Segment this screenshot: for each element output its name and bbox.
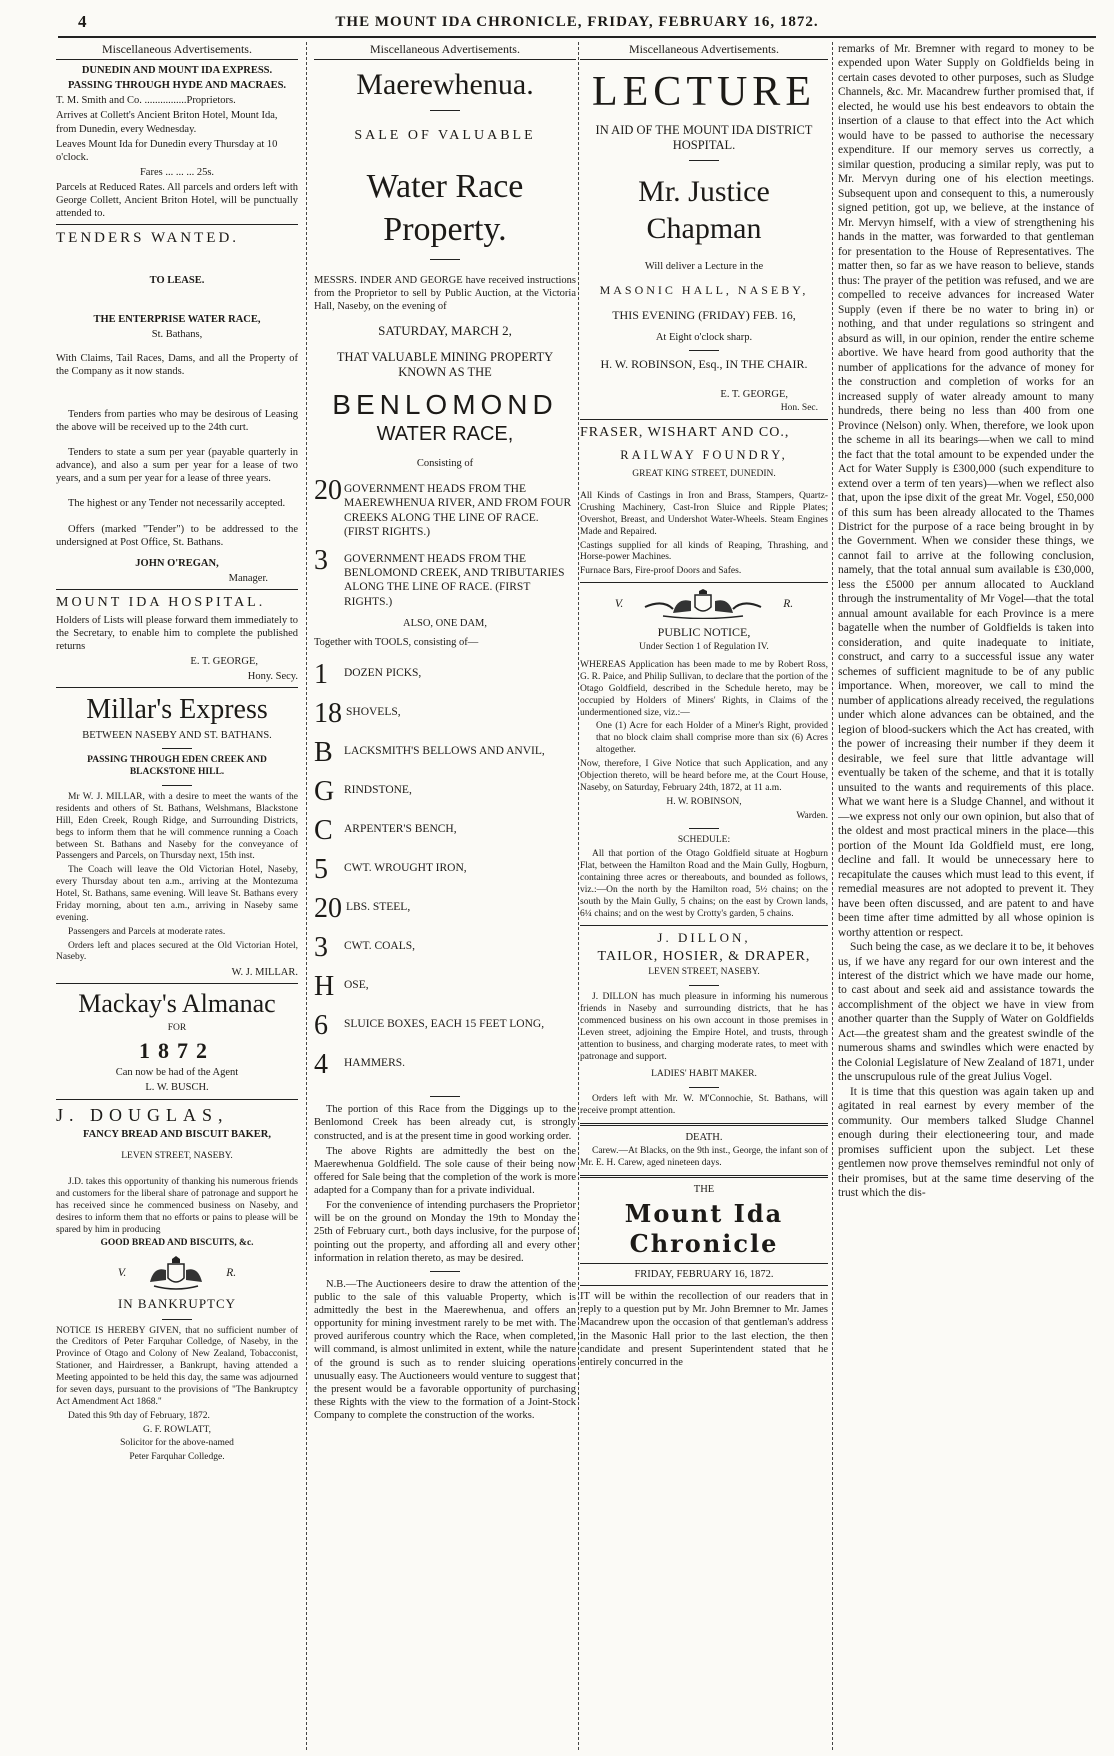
crest-right-letter: R. [783, 597, 794, 610]
editorial-paragraph-3: It is time that this question was again taken up and agitated in real earnest by every member of the community. Our members talked Sludge Channel enough during their electioneering tour, and made promises sufficient upon the subject. Let these gentlemen now prove themselves remindful not only of their promises, but at the same time deserving of the trust which the dis- [838, 1085, 1094, 1200]
water-race-title: WATER RACE, [376, 422, 514, 445]
tool-item-number: G [314, 776, 335, 808]
millar-p3: Passengers and Parcels at moderate rates. [68, 926, 226, 937]
tool-item-text: ARPENTER'S BENCH, [344, 823, 457, 836]
column-1 [56, 42, 298, 1750]
notice-acre: One (1) Acre for each Holder of a Miner's Right, provided that no block claim shall comprise more than six (6) Acres altogether. [596, 721, 828, 756]
douglas-address: LEVEN STREET, NASEBY. [121, 1151, 233, 1162]
coach-fares: Fares ... ... ... 25s. [139, 166, 215, 178]
tool-item-text: LACKSMITH'S BELLOWS AND ANVIL, [344, 745, 545, 758]
column-header: Miscellaneous Advertisements. [580, 42, 828, 60]
public-notice [580, 589, 828, 920]
tool-item [314, 659, 576, 691]
foundry-street: GREAT KING STREET, DUNEDIN. [632, 469, 776, 480]
douglas-advert [56, 1104, 298, 1251]
bankruptcy-title: Solicitor for the above-named [120, 1438, 234, 1449]
hospital-title: Hony. Secy. [247, 671, 298, 682]
royal-crest [56, 1256, 298, 1290]
douglas-body: J.D. takes this opportunity of thanking his numerous friends and customers for the liberal share of patronage and support he has received since he commenced business on Naseby, and desires to inform them that no efforts or pains to please will be spared by him in producing [56, 1177, 298, 1235]
benlomond-title: BENLOMOND [332, 388, 558, 420]
death-heading: DEATH. [685, 1132, 723, 1143]
tool-item [314, 698, 576, 730]
notice-body: WHEREAS Application has been made to me by Robert Ross, G. R. Paice, and Philip Sullivan, to declare that the portion of the Otago Goldfield, described in the Schedule hereto, may be occupied by Holders of Miners' Rights, in Claims of the undermentioned size, viz.:— [580, 660, 828, 718]
millar-passing: PASSING THROUGH EDEN CREEK AND BLACKSTONE HILL. [87, 755, 267, 778]
tool-item [314, 971, 576, 1003]
dillon-advert [580, 930, 828, 1119]
tool-item-text: CWT. COALS, [344, 940, 416, 953]
notice-title: Warden. [796, 810, 828, 821]
almanac-title: Mackay's Almanac [78, 989, 276, 1019]
millar-p2: The Coach will leave the Old Victorian Hotel, Naseby, every Thursday about ten a.m., arriving at the Montezuma Hotel, St. Bathans, same evening. Will leave St. Bathans every Friday morning, about ten a.m., arriving in Naseby same evening. [56, 865, 298, 923]
tools-intro: Together with TOOLS, consisting of— [314, 637, 479, 649]
bankruptcy-advert [56, 1256, 298, 1464]
tool-item-number: 18 [314, 698, 342, 730]
page-number: 4 [78, 12, 87, 31]
tool-item-number: H [314, 971, 335, 1003]
editorial-the: THE [693, 1183, 715, 1195]
auction-date: SATURDAY, MARCH 2, [378, 323, 512, 339]
tool-item-number: 6 [314, 1010, 328, 1042]
coat-of-arms-icon [643, 589, 763, 619]
tenders-p3: The highest or any Tender not necessarily accepted. [68, 498, 286, 510]
bankruptcy-party: Peter Farquhar Colledge. [129, 1452, 225, 1463]
foundry-name: RAILWAY FOUNDRY, [620, 447, 788, 462]
tenders-p1: Tenders from parties who may be desirous of Leasing the above will be received up to the 24th curt. [56, 408, 298, 433]
foundry-heading: FRASER, WISHART AND CO., [580, 425, 790, 440]
tenders-place: St. Bathans, [151, 329, 203, 341]
tenders-p4: Offers (marked "Tender") to be addressed to the undersigned at Post Office, St. Bathans. [56, 523, 298, 548]
millar-p4: Orders left and places secured at the Old Victorian Hotel, Naseby. [56, 940, 298, 963]
millar-advert [56, 692, 298, 979]
millar-signer: W. J. MILLAR. [231, 967, 298, 979]
millar-heading: Millar's Express [86, 694, 268, 726]
lecture-speaker: Mr. Justice Chapman [638, 174, 770, 246]
tool-item-text: RINDSTONE, [344, 784, 412, 797]
tenders-to-lease: TO LEASE. [149, 275, 205, 287]
tool-item [314, 932, 576, 964]
editorial-header [580, 1183, 828, 1369]
tool-item-text: SHOVELS, [346, 706, 401, 719]
column-header: Miscellaneous Advertisements. [314, 42, 576, 60]
royal-crest [580, 589, 828, 619]
bankruptcy-heading: IN BANKRUPTCY [117, 1296, 237, 1312]
schedule-body: All that portion of the Otago Goldfield situate at Hogburn Flat, between the Hamilton Road and the Main Gully, Hogburn, containing three acres or thereabouts, and bounded as follows, viz.:—On the north by the Hamilton road, 5½ chains; on the south by the Main Gully, 5 chains; on the east by Crown lands, 6¼ chains; and on the west by Crotty's garden, 5 chains. [580, 849, 828, 919]
masthead [58, 10, 1096, 38]
auction-property-title: Water Race Property. [366, 168, 524, 248]
tool-item-number: C [314, 815, 333, 847]
editorial-paragraph-1: remarks of Mr. Bremner with regard to money to be expended upon Water Supply on Goldfields being in certain cases devoted to other purposes, such as Sludge Channels, &c. Mr. Macandrew further promised that, if elected, he would use his best endeavors to obtain the insertion of a clause to that effect into the Act which would have to be passed to authorise the necessary expenditure. If our memory serves us correctly, a similar question, producing a similar reply, was put to Mr. Mervyn during one of his election meetings. Subsequent upon and consequent to this, a numerously signed petition, got up, we believe, at the instance of Mr. Mervyn himself, with a view of strengthening his hands in the matter, was forwarded to that gentleman for presentation to the House of Representatives. The matter then, so far as we have reason to believe, stands thus: The prayer of the petition was refused, and we are compelled to receive advances for increased Water Supply (even if there be no water to bring in) or nothing, and that under regulations so stringent and absurd as will, in our opinion, render the entire scheme abortive. We have heard from good authority that the number of applications for the advance of money for the construction and completion of works for an increased supply of water already amount to many hundreds, there being no less than 400 from one Province (Nelson) only. When, therefore, we look upon the scheme in all its bearings—when we call to mind the fact that the total amount to be expended under the Act for Water Supply is £300,000 (such expenditure to extend over a term of ten years)—when we reflect also that, upon the ipse dixit of the great Mr. Vogel, £50,000 of this sum has been already allocated to the Thames District for the purpose of a race being brought in by the Government. When we consider these things, we cannot fail to arrive at the following conclusion, namely, that the total annual sum available is £30,000, less the £5000 per annum allocated to Auckland through the instrumentality of Mr Vogel—that the total annual amount available for each Province is a mere bagatelle when the number of Goldfields is taken into consideration, and quite inadequate to initiate, construct, and carry to a successful issue any water schemes of sufficient magnitude to be of any public importance. When, moreover, we call to mind the number of applications already received, the regulations under which alone advances can be obtained, and the legion of blood-suckers which the Act has created, with the power of increasing their number if they deem it desirable, we feel sure that little advantage will eventually be taken of the scheme, and that it is totally unsuited to the wants and requirements of this place. What we want here is a Sludge Channel, and without it—we express not only our own opinion, but also that of the oldest and most practical miners in the place—this portion of the Mount Ida Goldfield must, ere long, decline and fall. It would be unnecessary here to recapitulate the causes which must lead to this event, if remedial measures are not adopted to prevent it. They have been often discussed, and are patent to and have been time after time admitted by all whose opinion is worthy attention or respect. [838, 43, 1094, 939]
schedule-heading: SCHEDULE: [677, 835, 731, 846]
tenders-p2: Tenders to state a sum per year (payable quarterly in advance), and also a sum per year for a lease of two years, and a sum per year for a lease of three years. [56, 447, 298, 485]
almanac-advert [56, 988, 298, 1094]
douglas-closing: GOOD BREAD AND BISCUITS, &c. [100, 1238, 254, 1249]
column-rule [832, 42, 833, 1750]
auction-location: Maerewhenua. [356, 68, 534, 101]
dillon-habit: LADIES' HABIT MAKER. [651, 1069, 757, 1080]
almanac-for: FOR [167, 1022, 187, 1033]
editorial-paper-name: Mount Ida Chronicle [624, 1199, 784, 1258]
column-rule [578, 42, 579, 1750]
tool-item-text: DOZEN PICKS, [344, 667, 422, 680]
tool-item-number: 4 [314, 1049, 328, 1081]
tenders-race: THE ENTERPRISE WATER RACE, [93, 314, 261, 326]
foundry-furnace: Furnace Bars, Fire-proof Doors and Safes. [580, 566, 742, 577]
consisting-of: Consisting of [416, 457, 474, 469]
millar-route: BETWEEN NASEBY AND ST. BATHANS. [82, 730, 272, 742]
tenders-heading: TENDERS WANTED. [56, 230, 240, 247]
coach-heading: DUNEDIN AND MOUNT IDA EXPRESS. [81, 65, 273, 76]
hospital-advert [56, 594, 298, 683]
lecture-aid: IN AID OF THE MOUNT IDA DISTRICT HOSPITAL. [595, 122, 813, 153]
tool-item [314, 815, 576, 847]
crest-left-letter: V. [614, 597, 624, 610]
column-4-editorial [838, 42, 1094, 1750]
almanac-year: 1872 [139, 1037, 215, 1063]
dillon-body: J. DILLON has much pleasure in informing his numerous friends in Naseby and surrounding districts, that he has commenced business on his own account in those premises in Leven street, adjoining the Empire Hotel, and trusts, through attention to business, and charging moderate rates, to meet with patronage and support. [580, 992, 828, 1062]
auction-sale-line: SALE OF VALUABLE [354, 127, 536, 143]
tenders-advert [56, 229, 298, 585]
tools-list [314, 659, 576, 1081]
tool-item-number: 3 [314, 932, 328, 964]
coach-advert [56, 64, 298, 220]
tool-item-text: SLUICE BOXES, EACH 15 FEET LONG, [344, 1018, 545, 1031]
lecture-sec-name: E. T. GEORGE, [720, 389, 788, 400]
death-body: Carew.—At Blacks, on the 9th inst., George, the infant son of Mr. E. H. Carew, aged nineteen days. [580, 1146, 828, 1168]
auction-that-line: THAT VALUABLE MINING PROPERTY KNOWN AS THE [336, 349, 554, 380]
auction-p2: The above Rights are admittedly the best on the Maerewhenua Goldfield. The sole cause of their being now offered for Sale being that the completion of the work is more adapted for a Company than for a private individual. [314, 1145, 576, 1196]
auction-intro: MESSRS. INDER AND GEORGE have received instructions from the Proprietor to sell by Public Auction, at the Victoria Hall, Naseby, on the evening of [314, 275, 576, 313]
lecture-will: Will deliver a Lecture in the [644, 260, 764, 272]
also-one-dam: ALSO, ONE DAM, [403, 618, 487, 629]
lecture-evening: THIS EVENING (FRIDAY) FEB. 16, [612, 307, 796, 322]
dillon-orders: Orders left with Mr. W. M'Connochie, St. Bathans, will receive prompt attention. [580, 1094, 828, 1117]
douglas-trade: FANCY BREAD AND BISCUIT BAKER, [83, 1129, 271, 1140]
tool-item [314, 737, 576, 769]
crest-right-letter: R. [226, 1267, 237, 1280]
bankruptcy-dated: Dated this 9th day of February, 1872. [68, 1410, 210, 1421]
coach-subheading: PASSING THROUGH HYDE AND MACRAES. [67, 80, 287, 92]
notice-heading: PUBLIC NOTICE, [657, 625, 751, 640]
almanac-agent: L. W. BUSCH. [145, 1082, 209, 1094]
tool-item [314, 776, 576, 808]
lecture-time: At Eight o'clock sharp. [655, 331, 753, 343]
government-head-item-number: 20 [314, 475, 342, 506]
lecture-title: LECTURE [592, 69, 816, 115]
tool-item-number: 5 [314, 854, 328, 886]
editorial-paragraph-2: Such being the case, as we declare it to be, it behoves us, if we have any regard for our own interest and the interest of the district which we have made our home, to cast about and seek aid and assistance towards the accomplishment of the object we have in view from another quarter than the Supply of Water on Goldfields Act—the greatest sham and the greatest swindle of the numerous shams and swindles which were enacted by the Colonial Legislature of New Zealand of 1871, under the unscrupulous rule of the great Julius Vogel. [838, 941, 1094, 1084]
editorial-date: FRIDAY, FEBRUARY 16, 1872. [634, 1269, 774, 1280]
tool-item-text: OSE, [344, 979, 369, 992]
dillon-name: J. DILLON, [657, 929, 751, 945]
tenders-title: Manager. [228, 572, 268, 584]
editorial-body: IT will be within the recollection of our readers that in reply to a question put by Mr. John Bremner to Mr. James Macandrew upon the occasion of that gentleman's address in the Masonic Hall prior to the last election, the then candidate and present Superintendent stated that he entirely concurred in the [580, 1291, 828, 1368]
dillon-street: LEVEN STREET, NASEBY. [648, 967, 760, 978]
notice-now: Now, therefore, I Give Notice that such Application, and any Objection thereto, will be heard before me, at the Court House, Naseby, on Saturday, February 24th, 1872, at 11 a.m. [580, 759, 828, 793]
column-header: Miscellaneous Advertisements. [56, 42, 298, 60]
foundry-castings: Castings supplied for all kinds of Reaping, Thrashing, and Horse-power Machines. [580, 540, 828, 563]
hospital-body: Holders of Lists will please forward them immediately to the Secretary, to enable him to complete the published returns [56, 614, 298, 652]
tool-item-number: 1 [314, 659, 328, 691]
government-heads-list [314, 475, 576, 609]
tool-item [314, 854, 576, 886]
coach-leaves: Leaves Mount Ida for Dunedin every Thursday at 10 o'clock. [56, 138, 278, 163]
tool-item [314, 1049, 576, 1081]
auction-nb: N.B.—The Auctioneers desire to draw the attention of the public to the sale of this valuable Property, which is admittedly the best in the Maerewhenua, and offers an opportunity for mining investment rarely to be met with. The proved auriferous country which the Race, when completed, will command, is almost unlimited in extent, while the nature of the ground is such as to render sluicing operations unusually easy. The Auctioneers would venture to suggest that the present would be a favorable opportunity of purchasing these Rights with the view to the formation of a Joint-Stock Company to complete the construction of the works. [314, 1278, 576, 1421]
tenders-claims: With Claims, Tail Races, Dams, and all the Property of the Company as it now stands. [56, 352, 298, 377]
coat-of-arms-icon [146, 1256, 206, 1290]
government-head-item-text: GOVERNMENT HEADS FROM THE MAEREWHENUA RIVER, AND FROM FOUR CREEKS ALONG THE LINE OF RACE. (FIRST RIGHTS.) [344, 483, 572, 539]
tool-item-number: 20 [314, 893, 342, 925]
almanac-line: Can now be had of the Agent [115, 1067, 239, 1079]
tenders-signer: JOHN O'REGAN, [135, 557, 219, 569]
foundry-advert [580, 424, 828, 578]
crest-left-letter: V. [117, 1267, 127, 1280]
bankruptcy-signer: G. F. ROWLATT, [143, 1424, 211, 1435]
coach-proprietors: T. M. Smith and Co. ................Proprietors. [56, 95, 236, 107]
hospital-signer: E. T. GEORGE, [190, 655, 258, 667]
lecture-hall: MASONIC HALL, NASEBY, [599, 282, 809, 297]
column-3 [580, 42, 828, 1750]
notice-signer: H. W. ROBINSON, [666, 796, 742, 807]
douglas-heading: J. DOUGLAS, [56, 1104, 229, 1125]
tool-item-text: LBS. STEEL, [346, 901, 411, 914]
foundry-body: All Kinds of Castings in Iron and Brass, Stampers, Quartz-Crushing Machinery, Cast-Iron Sluice and Ripple Plates; Overshot, Breast, and Undershot Water-Wheels. Steam Engines Made and Repaired. [580, 491, 828, 537]
millar-p1: Mr W. J. MILLAR, with a desire to meet the wants of the residents and others of St. Bathans, Welshmans, Blackstone Hill, Eden Creek, Rough Ridge, and Surrounding Districts, begs to inform them that he will commence running a Coach between St. Bathans and Naseby for the conveyance of Passengers and Parcels, on Thursday next, 15th inst. [56, 792, 298, 862]
government-head-item [314, 544, 576, 610]
column-rule [306, 42, 307, 1750]
column-2 [314, 42, 576, 1750]
notice-under: Under Section 1 of Regulation IV. [639, 642, 769, 653]
auction-p1: The portion of this Race from the Diggings up to the Benlomond Creek has been already cut, is strongly constructed, and is at the present time in good working order. [314, 1104, 576, 1142]
auction-p3: For the convenience of intending purchasers the Proprietor will be on the ground on Monday the 19th to Monday the 25th of February curt., both days inclusive, for the purpose of pointing out the property, and affording all and every other information in relation thereto, as may be desired. [314, 1200, 576, 1264]
tool-item [314, 893, 576, 925]
lecture-sec-title: Hon. Sec. [780, 403, 818, 414]
coach-parcels: Parcels at Reduced Rates. All parcels and orders left with George Collett, Ancient Briton Hotel, will be punctually attended to. [56, 182, 298, 220]
government-head-item [314, 475, 576, 540]
tool-item-text: HAMMERS. [344, 1057, 406, 1070]
government-head-item-number: 3 [314, 544, 328, 576]
death-notice [580, 1131, 828, 1170]
coach-arrives: Arrives at Collett's Ancient Briton Hotel, Mount Ida, from Dunedin, every Wednesday. [56, 110, 278, 135]
lecture-chair: H. W. ROBINSON, Esq., IN THE CHAIR. [600, 357, 808, 371]
dillon-trade: TAILOR, HOSIER, & DRAPER, [597, 948, 811, 964]
tool-item-number: B [314, 737, 333, 769]
hospital-heading: MOUNT IDA HOSPITAL. [56, 595, 266, 610]
tool-item-text: CWT. WROUGHT IRON, [344, 862, 467, 875]
tool-item [314, 1010, 576, 1042]
bankruptcy-body: NOTICE IS HEREBY GIVEN, that no sufficient number of the Creditors of Peter Farquhar Colledge, of Naseby, in the Province of Otago and Colony of New Zealand, Tobacconist, Stationer, and Hairdresser, a Bankrupt, having attended a Meeting appointed to be held this day, the same was adjourned for seven days, pursuant to the provisions of "The Bankruptcy Act Amendment Act 1868." [56, 1325, 298, 1407]
government-head-item-text: GOVERNMENT HEADS FROM THE BENLOMOND CREEK, AND TRIBUTARIES ALONG THE LINE OF RACE. (FIRST RIGHTS.) [344, 552, 565, 608]
masthead-title: THE MOUNT IDA CHRONICLE, FRIDAY, FEBRUARY 16, 1872. [335, 14, 819, 30]
